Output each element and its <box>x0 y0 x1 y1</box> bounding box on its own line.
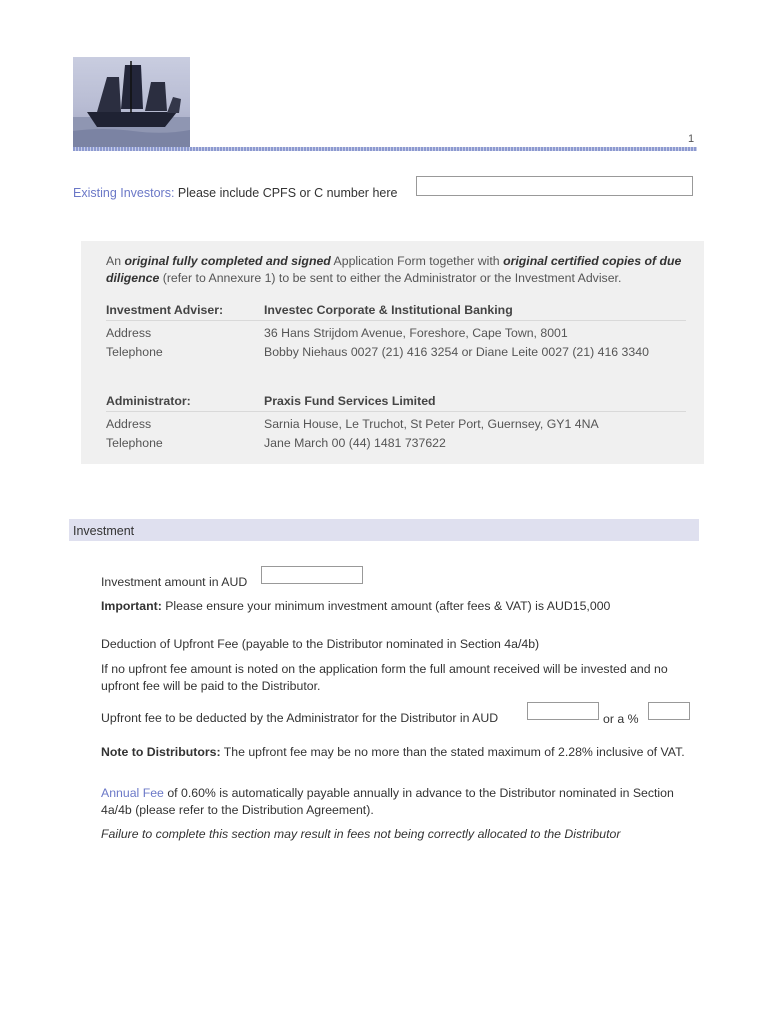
existing-investors-text: Please include CPFS or C number here <box>174 186 398 200</box>
admin-address: Sarnia House, Le Truchot, St Peter Port, Guernsey, GY1 4NA <box>264 417 599 431</box>
adviser-divider <box>106 320 686 321</box>
investment-section-title: Investment <box>73 524 135 538</box>
note-text: The upfront fee may be no more than the stated maximum of 2.28% inclusive of VAT. <box>220 745 685 759</box>
admin-name: Praxis Fund Services Limited <box>264 394 436 408</box>
adviser-heading: Investment Adviser: <box>106 303 224 317</box>
upfront-fee-percent-field[interactable] <box>648 702 690 720</box>
admin-divider <box>106 411 686 412</box>
note-label: Note to Distributors: <box>101 745 221 759</box>
adviser-address-label: Address <box>106 326 152 340</box>
no-fee-text: If no upfront fee amount is noted on the application form the full amount received will be invested and no upfront fee will be paid to the Distributor. <box>101 662 668 693</box>
admin-phone: Jane March 00 (44) 1481 737622 <box>264 436 446 450</box>
junk-ship-icon <box>73 57 190 147</box>
adviser-phone: Bobby Niehaus 0027 (21) 416 3254 or Diane Leite 0027 (21) 416 3340 <box>264 345 649 359</box>
admin-phone-label: Telephone <box>106 436 163 450</box>
investment-amount-field[interactable] <box>261 566 363 584</box>
header-rule <box>73 147 697 151</box>
annual-fee-paragraph <box>101 785 701 819</box>
cpfs-number-field[interactable] <box>416 176 693 196</box>
intro-text-2: Application Form together with <box>330 254 504 268</box>
admin-address-label: Address <box>106 417 152 431</box>
existing-investors-line <box>73 186 397 200</box>
admin-heading: Administrator: <box>106 394 191 408</box>
adviser-phone-label: Telephone <box>106 345 163 359</box>
panel-intro <box>106 253 686 287</box>
annual-fee-label: Annual Fee <box>101 786 164 800</box>
intro-text-3: (refer to Annexure 1) to be sent to either the Administrator or the Investment Adviser. <box>159 271 622 285</box>
investment-amount-label: Investment amount in AUD <box>101 575 248 589</box>
company-logo <box>73 57 190 147</box>
failure-warning: Failure to complete this section may result in fees not being correctly allocated to the Distributor <box>101 827 621 841</box>
intro-bold-2: original certified copies of due diligence <box>106 254 682 285</box>
upfront-fee-label: Upfront fee to be deducted by the Administrator for the Distributor in AUD <box>101 711 499 725</box>
intro-text-1: An <box>106 254 125 268</box>
adviser-address: 36 Hans Strijdom Avenue, Foreshore, Cape Town, 8001 <box>264 326 568 340</box>
adviser-name: Investec Corporate & Institutional Banking <box>264 303 513 317</box>
intro-bold-1: original fully completed and signed <box>124 254 331 268</box>
important-label: Important: <box>101 599 162 613</box>
important-line <box>101 598 610 615</box>
deduction-heading: Deduction of Upfront Fee (payable to the Distributor nominated in Section 4a/4b) <box>101 637 540 651</box>
important-text: Please ensure your minimum investment amount (after fees & VAT) is AUD15,000 <box>161 599 611 613</box>
upfront-fee-amount-field[interactable] <box>527 702 599 720</box>
existing-investors-label: Existing Investors: <box>73 186 175 200</box>
note-to-distributors <box>101 744 701 761</box>
or-percent-label: or a % <box>603 712 639 726</box>
investment-section-band <box>69 519 699 541</box>
page-number: 1 <box>688 133 695 145</box>
annual-fee-text: of 0.60% is automatically payable annually in advance to the Distributor nominated in Section 4a/4b (please refer to the Distribution Agreement). <box>101 786 674 817</box>
